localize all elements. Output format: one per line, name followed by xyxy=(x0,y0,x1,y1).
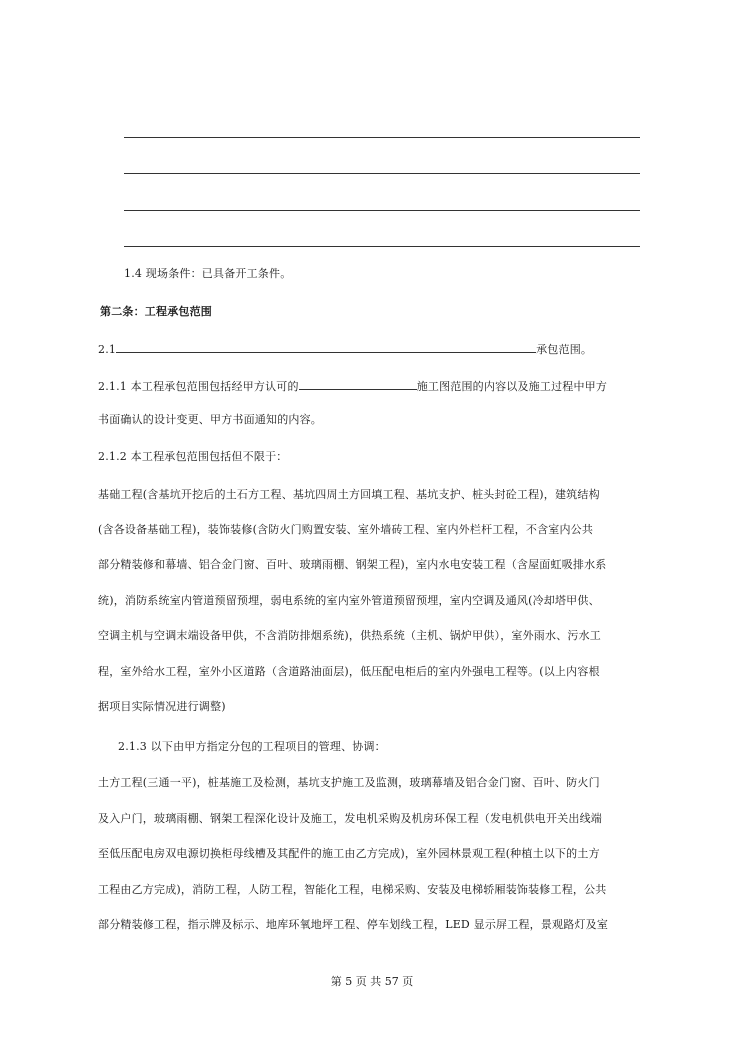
blank-line-2 xyxy=(124,173,640,174)
subcontract-line: 土方工程(三通一平)，桩基施工及检测，基坑支护施工及监测，玻璃幕墙及铝合金门窗、百叶、防火门 xyxy=(98,776,600,789)
subcontract-line: 至低压配电房双电源切换柜母线槽及其配件的施工由乙方完成)，室外园林景观工程(种植土以下的土方 xyxy=(98,847,600,860)
scope-line: 基础工程(含基坑开挖后的土石方工程、基坑四周土方回填工程、基坑支护、桩头封砼工程)，建筑结构 xyxy=(98,488,600,501)
blank-line-4 xyxy=(124,246,640,247)
scope-line: 据项目实际情况进行调整) xyxy=(98,700,226,713)
clause-2-1-1-line2: 书面确认的设计变更、甲方书面通知的内容。 xyxy=(98,413,322,426)
clause-2-1-3: 2.1.3 以下由甲方指定分包的工程项目的管理、协调： xyxy=(118,740,386,753)
clause-2-1-2: 2.1.2 本工程承包范围包括但不限于： xyxy=(98,450,288,463)
blank-line-1 xyxy=(124,137,640,138)
clause-2-1-1-part1: 2.1.1 本工程承包范围包括经甲方认可的 xyxy=(98,380,299,393)
clause-2-1-1-blank xyxy=(299,377,417,390)
clause-2-1-blank xyxy=(116,340,536,353)
section-1-4: 1.4 现场条件：已具备开工条件。 xyxy=(124,267,292,280)
clause-2-1-1 xyxy=(98,377,607,395)
page-footer: 第 5 页 共 57 页 xyxy=(330,975,414,988)
scope-line: (含各设备基础工程)，装饰装修(含防火门购置安装、室外墙砖工程、室内外栏杆工程，不含室内公共 xyxy=(98,523,594,536)
subcontract-line: 工程由乙方完成)，消防工程，人防工程，智能化工程，电梯采购、安装及电梯轿厢装饰装修工程，公共 xyxy=(98,883,607,896)
scope-line: 程，室外给水工程，室外小区道路（含道路油面层)，低压配电柜后的室内外强电工程等。(以上内容根 xyxy=(98,665,600,678)
clause-2-1-prefix: 2.1 xyxy=(98,343,117,356)
scope-line: 统)，消防系统室内管道预留预埋，弱电系统的室内室外管道预留预埋，室内空调及通风(冷却塔甲供、 xyxy=(98,594,600,607)
clause-2-1-1-part2: 施工图范围的内容以及施工过程中甲方 xyxy=(416,380,608,393)
scope-line: 空调主机与空调末端设备甲供，不含消防排烟系统)，供热系统（主机、锅炉甲供），室外雨水、污水工 xyxy=(98,629,601,642)
clause-2-1-suffix: 承包范围。 xyxy=(536,343,593,356)
clause-2-1 xyxy=(98,340,592,358)
article-2-heading: 第二条：工程承包范围 xyxy=(100,305,212,318)
subcontract-line: 部分精装修工程，指示牌及标示、地库环氧地坪工程、停车划线工程，LED 显示屏工程，景观路灯及室 xyxy=(98,918,609,931)
blank-line-3 xyxy=(124,210,640,211)
subcontract-line: 及入户门，玻璃雨棚、钢架工程深化设计及施工，发电机采购及机房环保工程（发电机供电开关出线端 xyxy=(98,812,602,825)
scope-line: 部分精装修和幕墙、铝合金门窗、百叶、玻璃雨棚、钢架工程)，室内水电安装工程（含屋面虹吸排水系 xyxy=(98,558,607,571)
